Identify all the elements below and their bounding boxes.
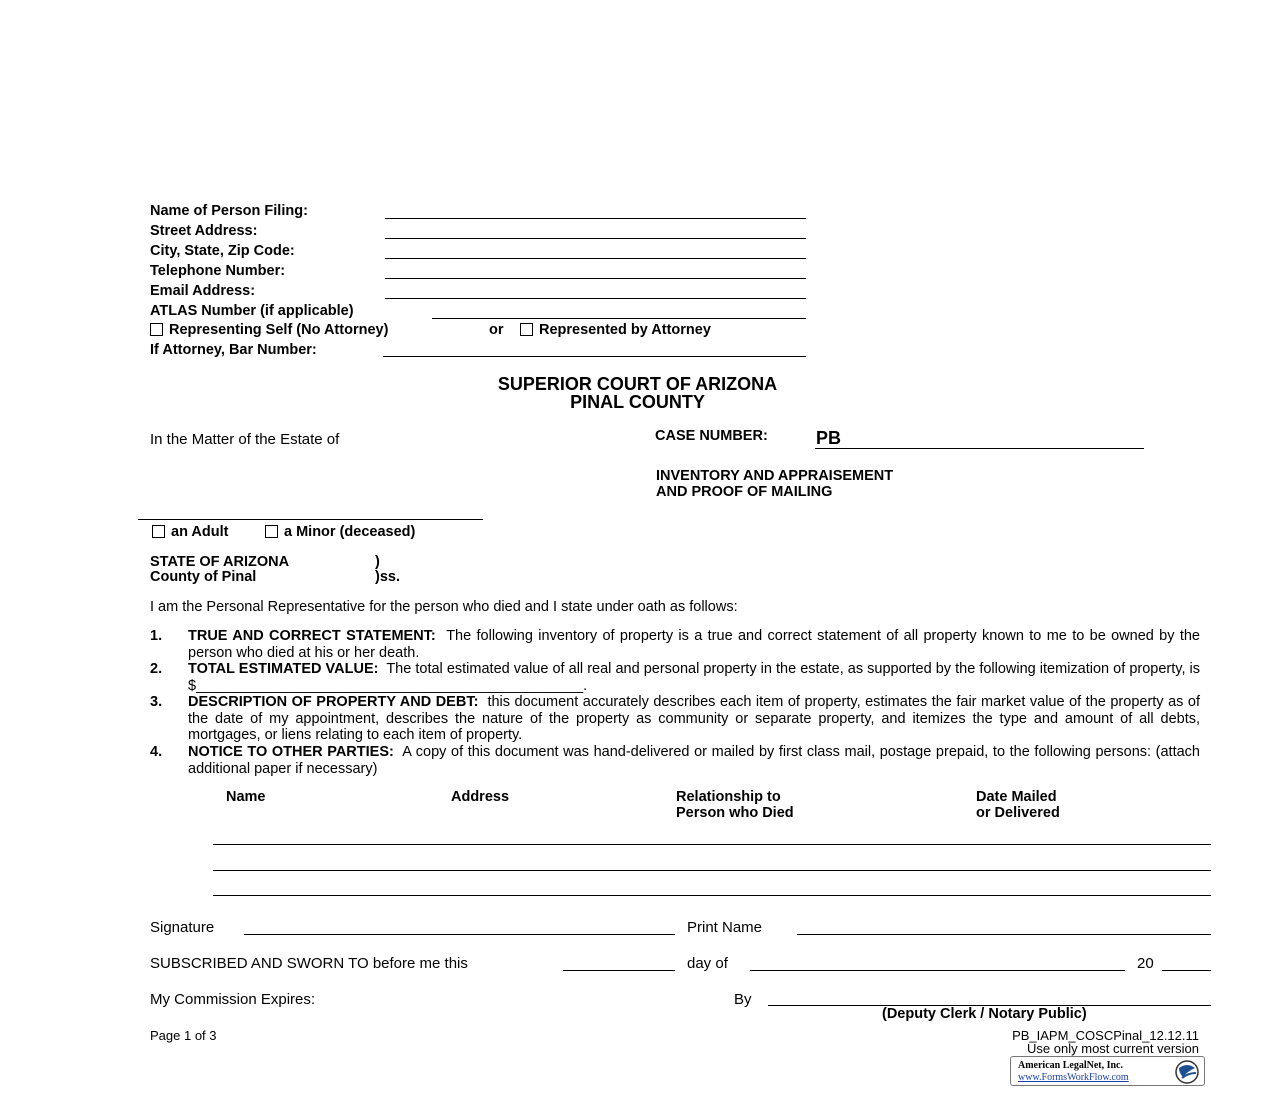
email-label: Email Address: (150, 283, 256, 299)
legalnet-logo (1010, 1056, 1205, 1086)
item-number: 3. (150, 694, 163, 710)
item-1 (150, 628, 1200, 661)
venue-state: STATE OF ARIZONA (150, 554, 290, 570)
print-name-field[interactable] (797, 934, 1211, 935)
deputy-clerk-label: (Deputy Clerk / Notary Public) (882, 1006, 1087, 1022)
col-name: Name (226, 789, 266, 805)
doc-title-2: AND PROOF OF MAILING (656, 484, 833, 500)
city-label: City, State, Zip Code: (150, 243, 295, 259)
venue-paren: ) (375, 554, 380, 570)
col-date-line1: Date Mailed (976, 789, 1057, 805)
case-number-prefix: PB (816, 428, 842, 448)
court-title: SUPERIOR COURT OF ARIZONA (497, 374, 778, 394)
sworn-label: SUBSCRIBED AND SWORN TO before me this (150, 955, 468, 972)
minor-label: a Minor (deceased) (284, 524, 416, 540)
item-number: 2. (150, 661, 163, 677)
doc-title-1: INVENTORY AND APPRAISEMENT (656, 468, 894, 484)
rep-attorney-checkbox[interactable] (520, 323, 533, 336)
item-2 (150, 661, 1200, 694)
city-field[interactable] (385, 258, 806, 259)
decedent-name-field[interactable] (138, 519, 483, 520)
item-heading: NOTICE TO OTHER PARTIES: (188, 744, 394, 760)
email-field[interactable] (385, 298, 806, 299)
intro-statement: I am the Personal Representative for the person who died and I state under oath as follows: (150, 599, 738, 615)
item-number: 4. (150, 744, 163, 760)
case-number-field[interactable] (815, 448, 1144, 449)
name-label: Name of Person Filing: (150, 203, 308, 219)
street-label: Street Address: (150, 223, 258, 239)
recipient-row-line[interactable] (213, 870, 1211, 871)
day-of-label: day of (687, 955, 728, 972)
atlas-label: ATLAS Number (if applicable) (150, 303, 354, 319)
globe-icon (1174, 1059, 1200, 1085)
name-field[interactable] (385, 218, 806, 219)
adult-label: an Adult (171, 524, 229, 540)
item-4 (150, 744, 1200, 777)
bar-number-field[interactable] (383, 356, 806, 357)
current-version-note: Use only most current version (1027, 1041, 1199, 1056)
item-text: The total estimated value of all real and personal property in the estate, as supported by the following itemization of property, is $________________________________________________. (188, 661, 1201, 694)
recipient-row-line[interactable] (213, 895, 1211, 896)
rep-attorney-option[interactable] (520, 322, 711, 338)
sworn-month-field[interactable] (750, 970, 1125, 971)
sworn-year-field[interactable] (1162, 970, 1211, 971)
item-text: this document accurately describes each item of property, estimates the fair market value of the property as of the date of my appointment, describes the nature of the property as community or separate property, and itemizes the type and amount of all debts, mortgages, or liens relating to each item of property. (188, 694, 1201, 743)
rep-attorney-label: Represented by Attorney (539, 322, 711, 338)
sworn-day-field[interactable] (563, 970, 675, 971)
by-label: By (734, 991, 752, 1008)
commission-label: My Commission Expires: (150, 991, 316, 1008)
estate-label: In the Matter of the Estate of (150, 431, 340, 448)
rep-self-checkbox[interactable] (150, 323, 163, 336)
adult-checkbox[interactable] (152, 525, 165, 538)
item-number: 1. (150, 628, 163, 644)
print-name-label: Print Name (687, 919, 763, 936)
page-number: Page 1 of 3 (150, 1028, 217, 1043)
recipient-row-line[interactable] (213, 844, 1211, 845)
item-text: The following inventory of property is a true and correct statement of all property known to me to be owned by the person who died at his or her death. (188, 628, 1200, 661)
phone-label: Telephone Number: (150, 263, 286, 279)
venue-ss: )ss. (375, 569, 400, 585)
street-field[interactable] (385, 238, 806, 239)
col-relationship-line2: Person who Died (676, 804, 794, 821)
case-number-label: CASE NUMBER: (655, 428, 768, 444)
county-title: PINAL COUNTY (570, 392, 705, 412)
col-relationship-line1: Relationship to (676, 789, 781, 805)
col-relationship (676, 790, 794, 821)
logo-name: American LegalNet, Inc. (1018, 1060, 1123, 1071)
atlas-field[interactable] (432, 318, 806, 319)
col-address: Address (451, 789, 510, 805)
item-3 (150, 694, 1200, 744)
adult-option[interactable] (152, 524, 228, 540)
minor-checkbox[interactable] (265, 525, 278, 538)
col-date (976, 790, 1060, 821)
phone-field[interactable] (385, 278, 806, 279)
or-text: or (489, 322, 504, 338)
item-heading: TOTAL ESTIMATED VALUE: (188, 661, 379, 677)
form-id: PB_IAPM_COSCPinal_12.12.11 (1012, 1028, 1199, 1043)
item-text: A copy of this document was hand-delivered or mailed by first class mail, postage prepaid, to the following persons: (attach additional paper if necessary) (188, 744, 1200, 777)
signature-label: Signature (150, 919, 215, 936)
logo-url[interactable]: www.FormsWorkFlow.com (1018, 1072, 1129, 1083)
item-heading: TRUE AND CORRECT STATEMENT: (188, 628, 436, 644)
bar-number-label: If Attorney, Bar Number: (150, 342, 317, 358)
rep-self-label: Representing Self (No Attorney) (169, 322, 389, 338)
col-date-line2: or Delivered (976, 804, 1060, 821)
item-heading: DESCRIPTION OF PROPERTY AND DEBT: (188, 694, 479, 710)
rep-self-option[interactable] (150, 322, 388, 338)
year-prefix: 20 (1137, 955, 1154, 972)
venue-county: County of Pinal (150, 569, 257, 585)
signature-field[interactable] (244, 934, 675, 935)
minor-option[interactable] (265, 524, 415, 540)
